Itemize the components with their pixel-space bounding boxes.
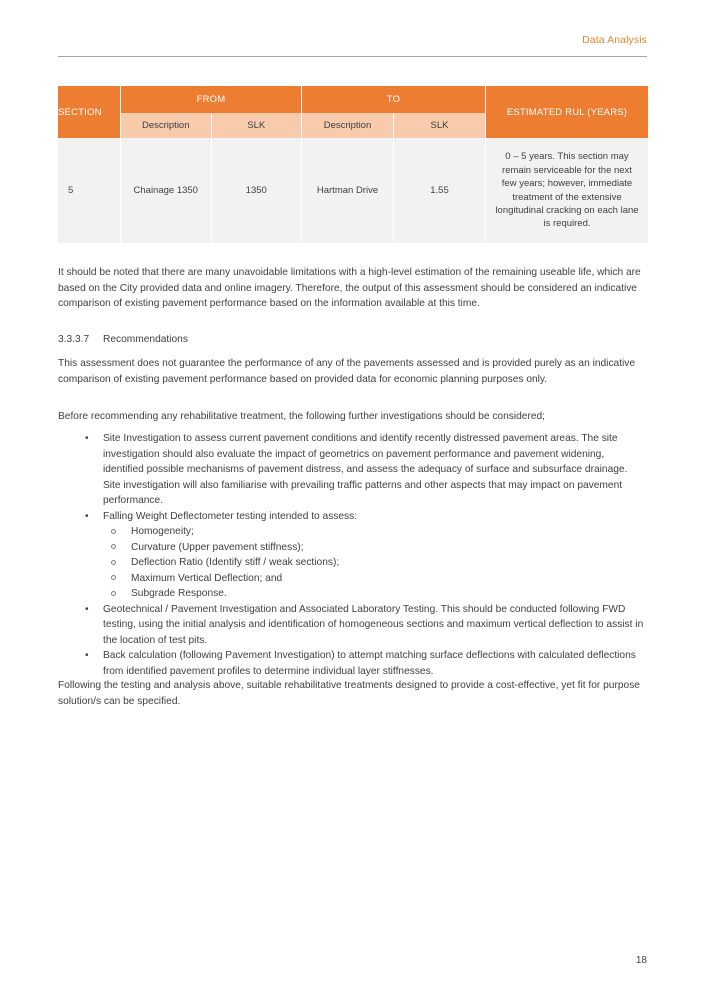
cell-to-slk: 1.55 (394, 138, 486, 243)
section-heading-title: Recommendations (103, 334, 188, 345)
bullet-marker-icon: • (85, 650, 89, 661)
column-header-from-slk: SLK (211, 113, 302, 138)
sub-list-item-text: Homogeneity; (131, 526, 194, 537)
list-item (58, 602, 647, 649)
header-divider (58, 56, 647, 57)
sub-list-item (103, 540, 647, 556)
hollow-circle-icon (111, 591, 116, 596)
column-header-to-description: Description (302, 113, 394, 138)
list-item (58, 509, 647, 602)
column-header-from-description: Description (121, 113, 212, 138)
cell-from-slk: 1350 (211, 138, 302, 243)
column-header-to: TO (302, 86, 486, 113)
hollow-circle-icon (111, 529, 116, 534)
column-header-to-slk: SLK (394, 113, 486, 138)
sub-list-item-text: Subgrade Response. (131, 588, 227, 599)
sub-list-item-text: Maximum Vertical Deflection; and (131, 572, 283, 584)
table-group-header-row (58, 86, 648, 113)
table-row (58, 138, 648, 243)
cell-estimated-rul: 0 – 5 years. This section may remain serviceable for the next few years; however, immediate treatment of the extensive longitudinal cracking on each lane is required. (486, 138, 649, 243)
list-item-text: Falling Weight Deflectometer testing intended to assess: (103, 510, 358, 522)
section-heading (58, 334, 647, 345)
bullet-marker-icon: • (85, 510, 89, 522)
sub-list-item-text: Deflection Ratio (Identify stiff / weak sections); (131, 557, 340, 568)
table-body (58, 138, 648, 243)
paragraph-following: Following the testing and analysis above, suitable rehabilitative treatments designed to provide a cost-effective, yet fit for purpose solution/s can be specified. (58, 680, 640, 707)
sub-list-item (103, 586, 647, 602)
hollow-circle-icon (111, 544, 116, 549)
running-header (58, 30, 647, 48)
table-head (58, 86, 648, 138)
list-item-text: Back calculation (following Pavement Investigation) to attempt matching surface deflections with calculated deflections from identified pavement profiles to determine individual layer stiffnesses. (103, 650, 636, 677)
page-number: 18 (635, 955, 647, 966)
sub-list-item (103, 524, 647, 540)
list-item (58, 431, 647, 509)
estimated-rul-table (58, 86, 648, 243)
paragraph-before-recommending: Before recommending any rehabilitative treatment, the following further investigations should be considered; (58, 411, 546, 422)
running-header-text: Data Analysis (582, 34, 647, 46)
hollow-circle-icon (111, 575, 116, 580)
list-item-text: Geotechnical / Pavement Investigation and Associated Laboratory Testing. This should be conducted following FWD testing, using the initial analysis and identification of homogeneous sections and maximum vertical deflection to assist in the location of test pits. (103, 603, 644, 646)
sub-list-item-text: Curvature (Upper pavement stiffness); (131, 541, 304, 553)
sub-list-item (103, 555, 647, 571)
bullet-marker-icon: • (85, 433, 89, 444)
sub-list-item (103, 571, 647, 587)
column-header-section: SECTION (58, 86, 121, 138)
list-item (58, 648, 647, 679)
section-heading-number: 3.3.3.7 (58, 334, 90, 345)
column-header-estimated-rul: ESTIMATED RUL (YEARS) (486, 86, 649, 138)
cell-from-description: Chainage 1350 (121, 138, 212, 243)
list-item-text: Site Investigation to assess current pavement conditions and identify recently distressed pavement areas. The site investigation should also evaluate the impact of geometrics on pavement performance and pavement widening, identified possible mechanisms of pavement distress, and assess the adequacy of surface and subsurface drainage. Site investigation will also familiarise with prevailing traffic patterns and other aspects that may impact on pavement performance. (103, 433, 628, 506)
cell-section: 5 (58, 138, 121, 243)
paragraph-limitations: It should be noted that there are many unavoidable limitations with a high-level estimation of the remaining useable life, which are based on the City provided data and online imagery. Therefore, the output of this assessment should be considered an indicative comparison of existing pavement performance based on the information available at this time. (58, 267, 641, 309)
cell-to-description: Hartman Drive (302, 138, 394, 243)
hollow-circle-icon (111, 560, 116, 565)
paragraph-assessment: This assessment does not guarantee the performance of any of the pavements assessed and is provided purely as an indicative comparison of existing pavement performance based on provided data for economic planning purposes only. (58, 358, 636, 385)
recommendations-list (58, 431, 647, 679)
column-header-from: FROM (121, 86, 302, 113)
bullet-marker-icon: • (85, 603, 89, 615)
fwd-assessment-sublist (103, 524, 647, 602)
